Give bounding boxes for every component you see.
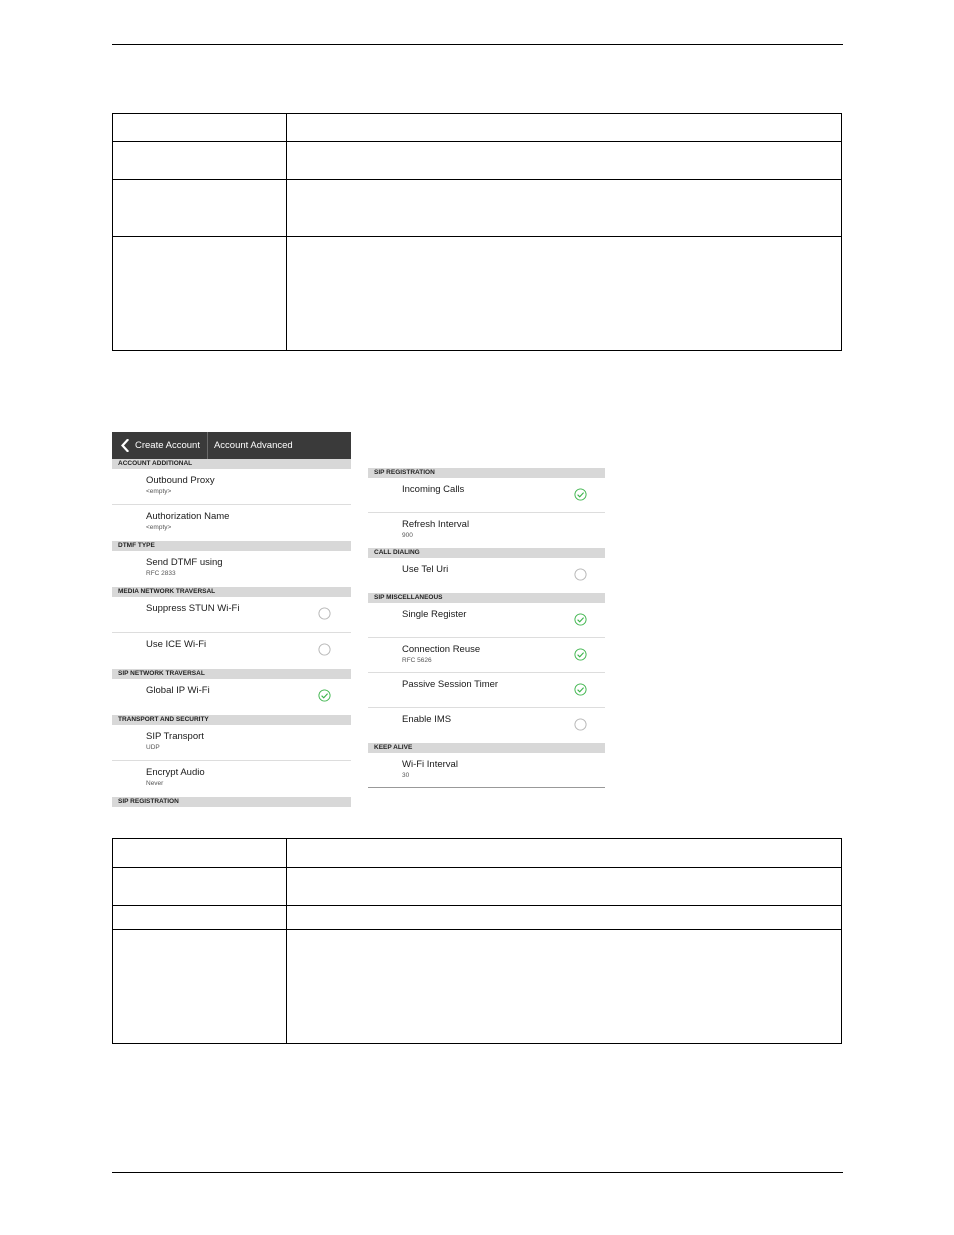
toggle-unchecked[interactable] (574, 718, 587, 731)
setting-label: Encrypt Audio (146, 767, 205, 778)
setting-row-authorization-name[interactable] (112, 505, 351, 541)
setting-row-send-dtmf-using[interactable] (112, 551, 351, 587)
setting-label: Global IP Wi-Fi (146, 685, 210, 696)
toggle-checked[interactable] (574, 488, 587, 501)
toggle-checked[interactable] (318, 689, 331, 702)
chevron-left-icon (121, 439, 129, 452)
setting-label: Wi-Fi Interval (402, 759, 458, 770)
section-header: DTMF TYPE (112, 541, 351, 551)
setting-value: 30 (402, 772, 410, 779)
toggle-unchecked[interactable] (318, 643, 331, 656)
setting-row-enable-ims[interactable] (368, 708, 605, 743)
setting-label: SIP Transport (146, 731, 204, 742)
section-header: ACCOUNT ADDITIONAL (112, 459, 351, 469)
checkmark-icon[interactable] (574, 488, 587, 501)
setting-row-passive-session-timer[interactable] (368, 673, 605, 708)
section-header: KEEP ALIVE (368, 743, 605, 753)
unchecked-circle-icon[interactable] (574, 718, 587, 731)
screen-title: Account Advanced (213, 440, 293, 451)
setting-value: RFC 2833 (146, 570, 176, 577)
toggle-unchecked[interactable] (318, 607, 331, 620)
setting-label: Send DTMF using (146, 557, 223, 568)
unchecked-circle-icon[interactable] (318, 607, 331, 620)
table-bottom (112, 838, 842, 1044)
header-rule (112, 44, 843, 45)
section-header: CALL DIALING (368, 548, 605, 558)
row-divider (368, 787, 605, 788)
setting-label: Outbound Proxy (146, 475, 215, 486)
table-top (112, 113, 842, 351)
footer-rule (112, 1172, 843, 1173)
setting-row-sip-transport[interactable] (112, 725, 351, 761)
table-row (113, 906, 842, 930)
toggle-checked[interactable] (574, 648, 587, 661)
setting-label: Connection Reuse (402, 644, 481, 655)
setting-row-refresh-interval[interactable] (368, 513, 605, 548)
checkmark-icon[interactable] (574, 683, 587, 696)
table-row (113, 868, 842, 906)
section-header: TRANSPORT AND SECURITY (112, 715, 351, 725)
account-advanced-screen-left (112, 432, 351, 805)
setting-row-single-register[interactable] (368, 603, 605, 638)
setting-row-global-ip-wi-fi[interactable] (112, 679, 351, 715)
setting-value: <empty> (146, 488, 172, 495)
section-header: SIP NETWORK TRAVERSAL (112, 669, 351, 679)
table-row (113, 237, 842, 351)
setting-label: Single Register (402, 609, 467, 620)
toggle-unchecked[interactable] (574, 568, 587, 581)
toggle-checked[interactable] (574, 613, 587, 626)
setting-label: Enable IMS (402, 714, 452, 725)
setting-row-outbound-proxy[interactable] (112, 469, 351, 505)
setting-label: Authorization Name (146, 511, 230, 522)
section-header: SIP REGISTRATION (368, 468, 605, 478)
checkmark-icon[interactable] (318, 689, 331, 702)
setting-label: Passive Session Timer (402, 679, 499, 690)
toggle-checked[interactable] (574, 683, 587, 696)
account-advanced-screen-right (368, 468, 605, 790)
unchecked-circle-icon[interactable] (574, 568, 587, 581)
setting-value: RFC 5626 (402, 657, 432, 664)
setting-row-use-tel-uri[interactable] (368, 558, 605, 593)
setting-row-connection-reuse[interactable] (368, 638, 605, 673)
setting-value: Never (146, 780, 164, 787)
unchecked-circle-icon[interactable] (318, 643, 331, 656)
setting-label: Refresh Interval (402, 519, 470, 530)
setting-row-incoming-calls[interactable] (368, 478, 605, 513)
setting-value: 900 (402, 532, 413, 539)
table-row (113, 180, 842, 237)
setting-row-suppress-stun-wi-fi[interactable] (112, 597, 351, 633)
section-header: MEDIA NETWORK TRAVERSAL (112, 587, 351, 597)
setting-value: <empty> (146, 524, 172, 531)
checkmark-icon[interactable] (574, 648, 587, 661)
table-row (113, 142, 842, 180)
table-row (113, 839, 842, 868)
setting-row-use-ice-wi-fi[interactable] (112, 633, 351, 669)
setting-label: Suppress STUN Wi-Fi (146, 603, 240, 614)
back-button-label: Create Account (135, 440, 200, 451)
section-header: SIP REGISTRATION (112, 797, 351, 807)
setting-row-encrypt-audio[interactable] (112, 761, 351, 797)
table-row (113, 114, 842, 142)
setting-label: Use ICE Wi-Fi (146, 639, 207, 650)
app-bar (112, 432, 351, 459)
section-header: SIP MISCELLANEOUS (368, 593, 605, 603)
setting-value: UDP (146, 744, 160, 751)
setting-label: Use Tel Uri (402, 564, 449, 575)
checkmark-icon[interactable] (574, 613, 587, 626)
table-row (113, 930, 842, 1044)
setting-label: Incoming Calls (402, 484, 465, 495)
setting-row-wi-fi-interval[interactable] (368, 753, 605, 788)
back-button[interactable] (112, 432, 208, 459)
